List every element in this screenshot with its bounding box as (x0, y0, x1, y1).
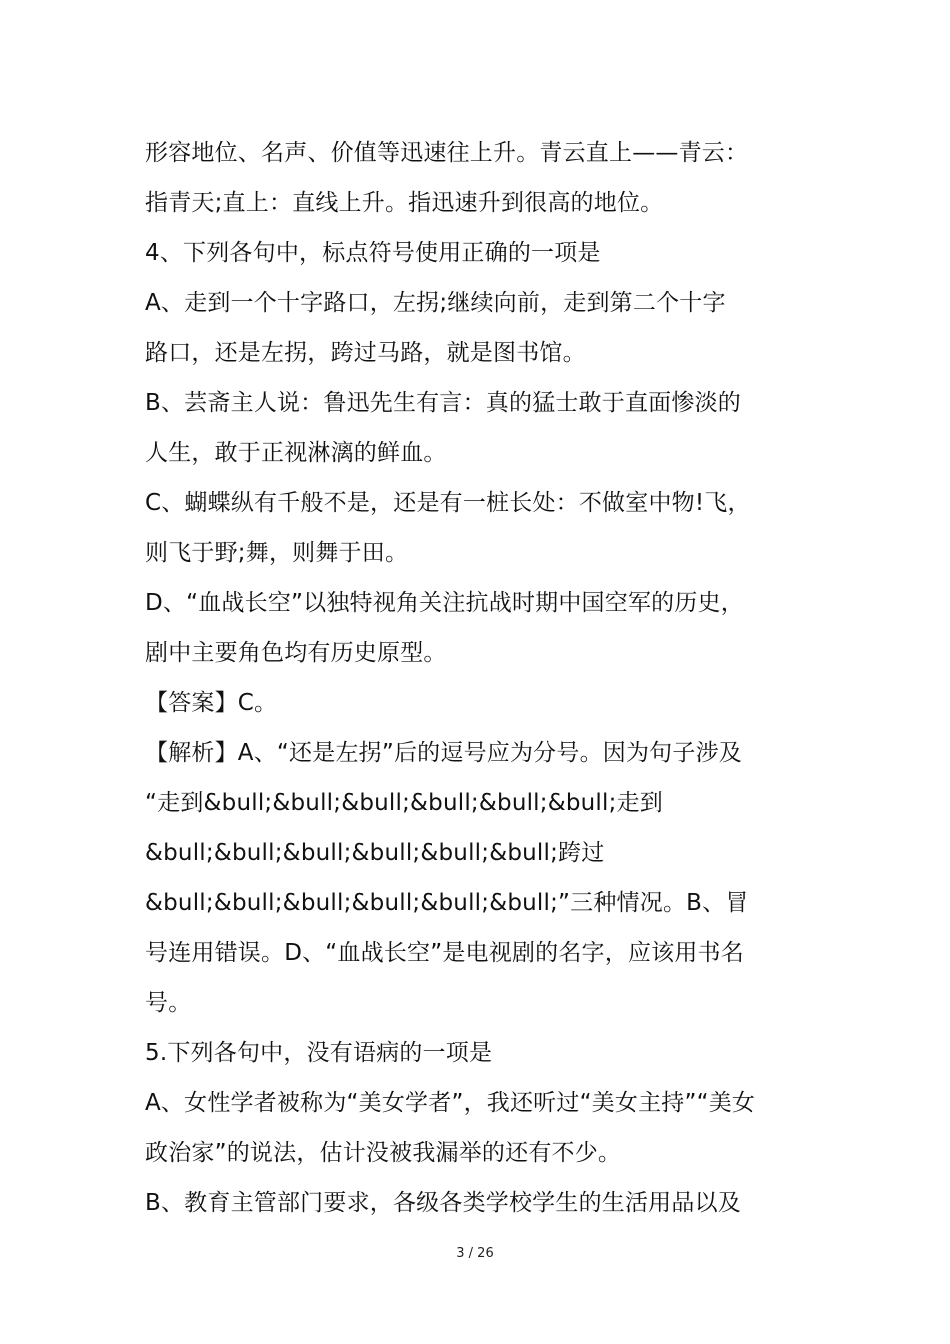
option-a-line: A、走到一个十字路口，左拐;继续向前，走到第二个十字 (145, 290, 726, 316)
option-b-line: B、教育主管部门要求，各级各类学校学生的生活用品以及 (145, 1190, 741, 1216)
text-line: 形容地位、名声、价值等迅速往上升。青云直上——青云： (145, 140, 749, 166)
option-b-line: 人生，敢于正视淋漓的鲜血。 (145, 440, 447, 466)
analysis-line: &bull;&bull;&bull;&bull;&bull;&bull;”三种情况。B、冒 (145, 890, 749, 916)
analysis-line: “走到&bull;&bull;&bull;&bull;&bull;&bull;走到 (145, 790, 663, 816)
option-a-line: 路口，还是左拐，跨过马路，就是图书馆。 (145, 340, 586, 366)
analysis-line: 号连用错误。D、“血战长空”是电视剧的名字，应该用书名 (145, 940, 744, 966)
question-5-stem: 5.下列各句中，没有语病的一项是 (145, 1040, 493, 1066)
option-d-line: D、“血战长空”以独特视角关注抗战时期中国空军的历史， (145, 590, 744, 616)
option-a-line: A、女性学者被称为“美女学者”，我还听过“美女主持”“美女 (145, 1090, 756, 1116)
option-a-line: 政治家”的说法，估计没被我漏举的还有不少。 (145, 1140, 622, 1166)
option-c-line: 则飞于野;舞，则舞于田。 (145, 540, 409, 566)
question-4-stem: 4、下列各句中，标点符号使用正确的一项是 (145, 240, 601, 266)
answer-line: 【答案】C。 (145, 690, 278, 716)
analysis-line: 【解析】A、“还是左拐”后的逗号应为分号。因为句子涉及 (145, 740, 742, 766)
option-c-line: C、蝴蝶纵有千般不是，还是有一桩长处：不做室中物!飞， (145, 490, 751, 516)
option-b-line: B、芸斋主人说：鲁迅先生有言：真的猛士敢于直面惨淡的 (145, 390, 741, 416)
page-number: 3 / 26 (456, 1246, 494, 1261)
analysis-line: 号。 (145, 990, 192, 1016)
body-text (145, 128, 815, 1228)
analysis-line: &bull;&bull;&bull;&bull;&bull;&bull;跨过 (145, 840, 605, 866)
option-d-line: 剧中主要角色均有历史原型。 (145, 640, 447, 666)
text-line: 指青天;直上：直线上升。指迅速升到很高的地位。 (145, 190, 664, 216)
